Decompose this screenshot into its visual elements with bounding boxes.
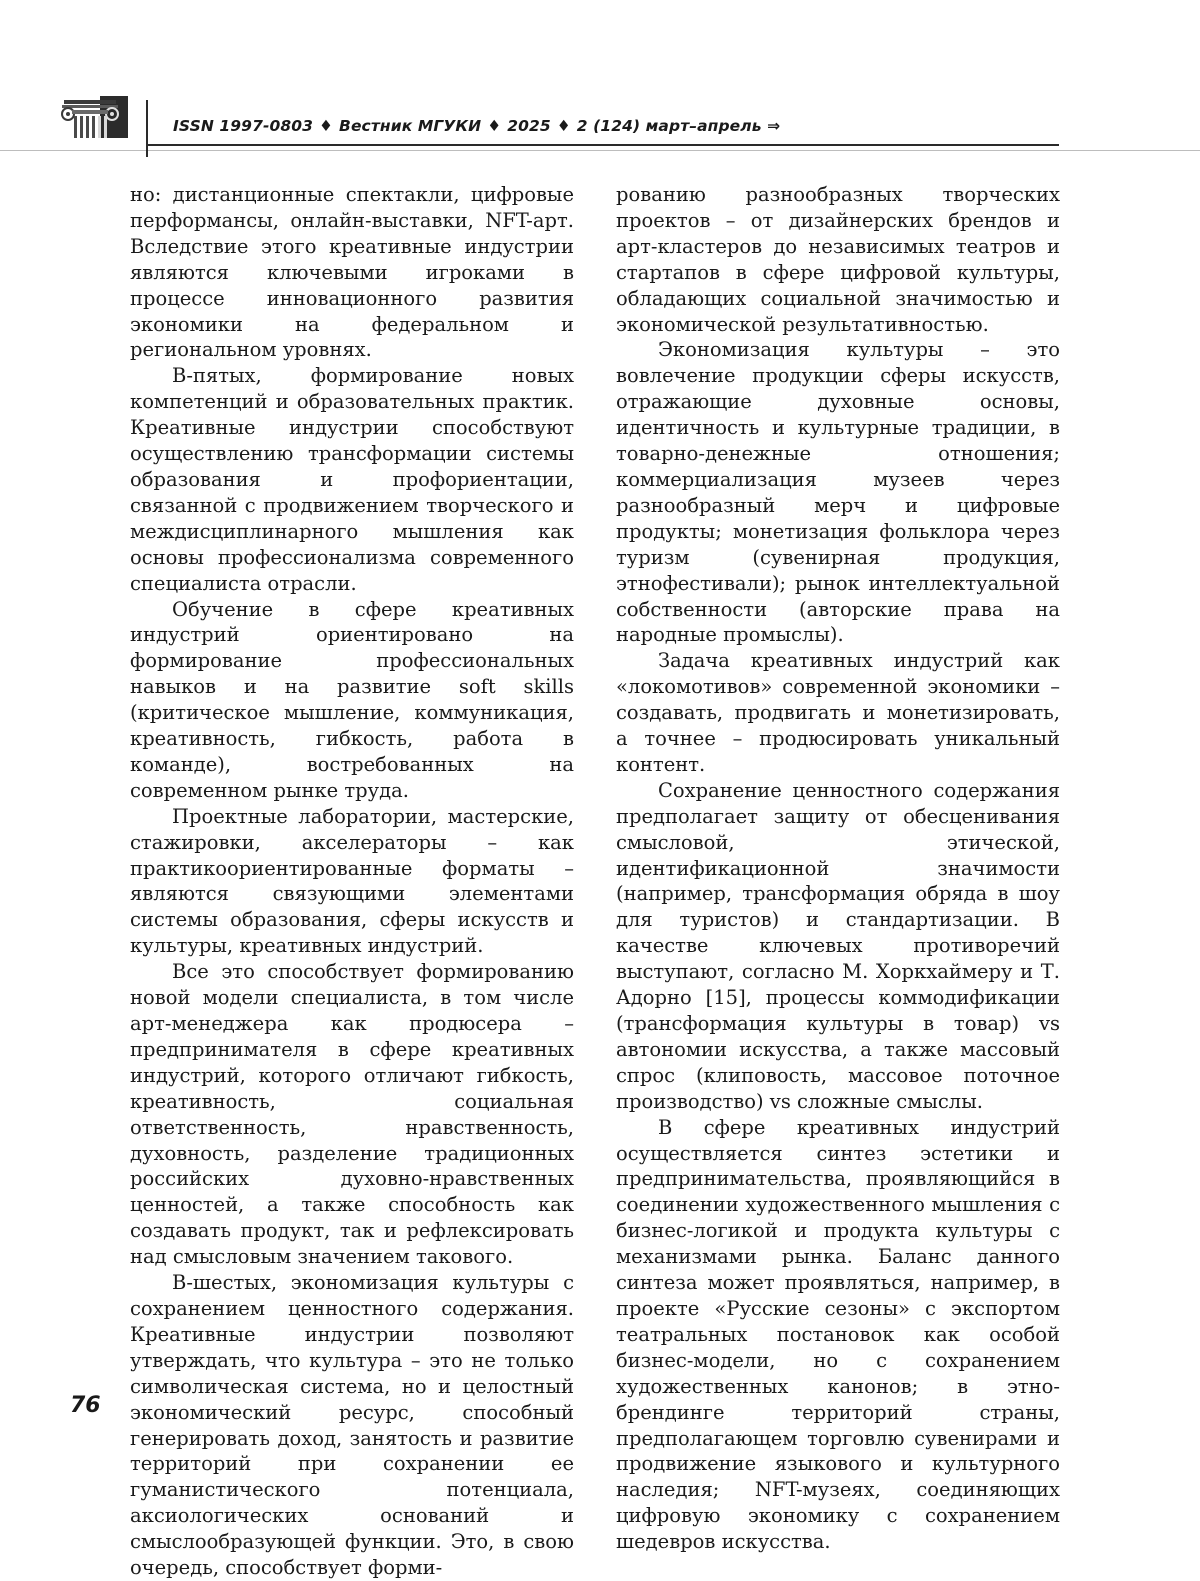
paragraph: но: дистанционные спектакли, цифровые перформансы, онлайн-выставки, NFT-арт. Вследствие этого креативные индустрии являются ключевыми игроками в процессе инновационного развития экономики на федеральном и региональном уровнях. [130, 183, 574, 362]
journal-title: Вестник МГУКИ [339, 117, 482, 135]
separator-icon: ♦ [556, 117, 571, 135]
issue-year: 2025 [507, 117, 551, 135]
paragraph: Обучение в сфере креативных индустрий ориентировано на формирование профессиональных навыков и на развитие soft skills (критическое мышление, коммуникация, креативность, гибкость, работа в команде), востребованных на современном рынке труда. [130, 597, 574, 802]
separator-icon: ♦ [487, 117, 502, 135]
right-column [616, 182, 1060, 1555]
header-divider [146, 100, 148, 157]
paragraph: рованию разнообразных творческих проектов – от дизайнерских брендов и арт-кластеров до независимых театров и стартапов в сфере цифровой культуры, обладающих социальной значимостью и экономической результативностью. [616, 183, 1060, 336]
paragraph: Проектные лаборатории, мастерские, стажировки, акселераторы – как практикоориентированные форматы – являются связующими элементами системы образования, сферы искусств и культуры, креативных индустрий. [130, 804, 574, 958]
paragraph: В-пятых, формирование новых компетенций и образовательных практик. Креативные индустрии способствуют осуществлению трансформации системы образования и профориентации, связанной с продвижением творческого и междисциплинарного мышления как основы профессионализма современного специалиста отрасли. [130, 364, 574, 595]
paragraph: Все это способствует формированию новой модели специалиста, в том числе арт-менеджера как продюсера – предпринимателя в сфере креативных индустрий, которого отличают гибкость, креативность, социальная ответственность, нравственность, духовность, разделение традиционных российских духовно-нравственных ценностей, а также способность как создавать продукт, так и рефлексировать над смысловым значением такового. [130, 960, 574, 1269]
header-top-rule [0, 150, 1200, 151]
header-rule [147, 144, 1059, 146]
page-number: 76 [70, 1393, 101, 1418]
left-column [130, 182, 574, 1581]
paragraph: В сфере креативных индустрий осуществляется синтез эстетики и предпринимательства, проявляющийся в соединении художественного мышления с бизнес-логикой и продукта культуры с механизмами рынка. Баланс данного синтеза может проявляться, например, в проекте «Русские сезоны» с экспортом театральных постановок как особой бизнес-модели, но с сохранением художественных канонов; в этно-брендинге территорий страны, предполагающем торговлю сувенирами и продвижение языкового и культурного наследия; NFT-музеях, соединяющих цифровую экономику с сохранением шедевров искусства. [616, 1115, 1060, 1554]
paragraph: Сохранение ценностного содержания предполагает защиту от обесценивания смысловой, этической, идентификационной значимости (например, трансформация обряда в шоу для туристов) и стандартизации. В качестве ключевых противоречий выступают, согласно М. Хоркхаймеру и Т. Адорно [15], процессы коммодификации (трансформация культуры в товар) vs автономии искусства, а также массовый спрос (клиповость, массовое поточное производство) vs сложные смыслы. [616, 778, 1060, 1113]
paragraph: Задача креативных индустрий как «локомотивов» современной экономики – создавать, продвигать и монетизировать, а точнее – продюсировать уникальный контент. [616, 649, 1060, 776]
running-header [173, 117, 780, 135]
paragraph: В-шестых, экономизация культуры с сохранением ценностного содержания. Креативные индустрии позволяют утверждать, что культура – это не только символическая система, но и целостный экономический ресурс, способный генерировать доход, занятость и развитие территорий при сохранении ее гуманистического потенциала, аксиологических оснований и смыслообразующей функции. Это, в свою очередь, способствует форми- [130, 1271, 574, 1580]
issue-number: 2 (124) март–апрель ⇒ [576, 117, 781, 135]
paragraph: Экономизация культуры – это вовлечение продукции сферы искусств, отражающие духовные основы, идентичность и культурные традиции, в товарно-денежные отношения; коммерциализация музеев через разнообразный мерч и цифровые продукты; монетизация фольклора через туризм (сувенирная продукция, этнофестивали); рынок интеллектуальной собственности (авторские права на народные промыслы). [616, 338, 1060, 647]
separator-icon: ♦ [319, 117, 334, 135]
issn: ISSN 1997-0803 [173, 117, 314, 135]
journal-logo-icon [58, 96, 128, 138]
